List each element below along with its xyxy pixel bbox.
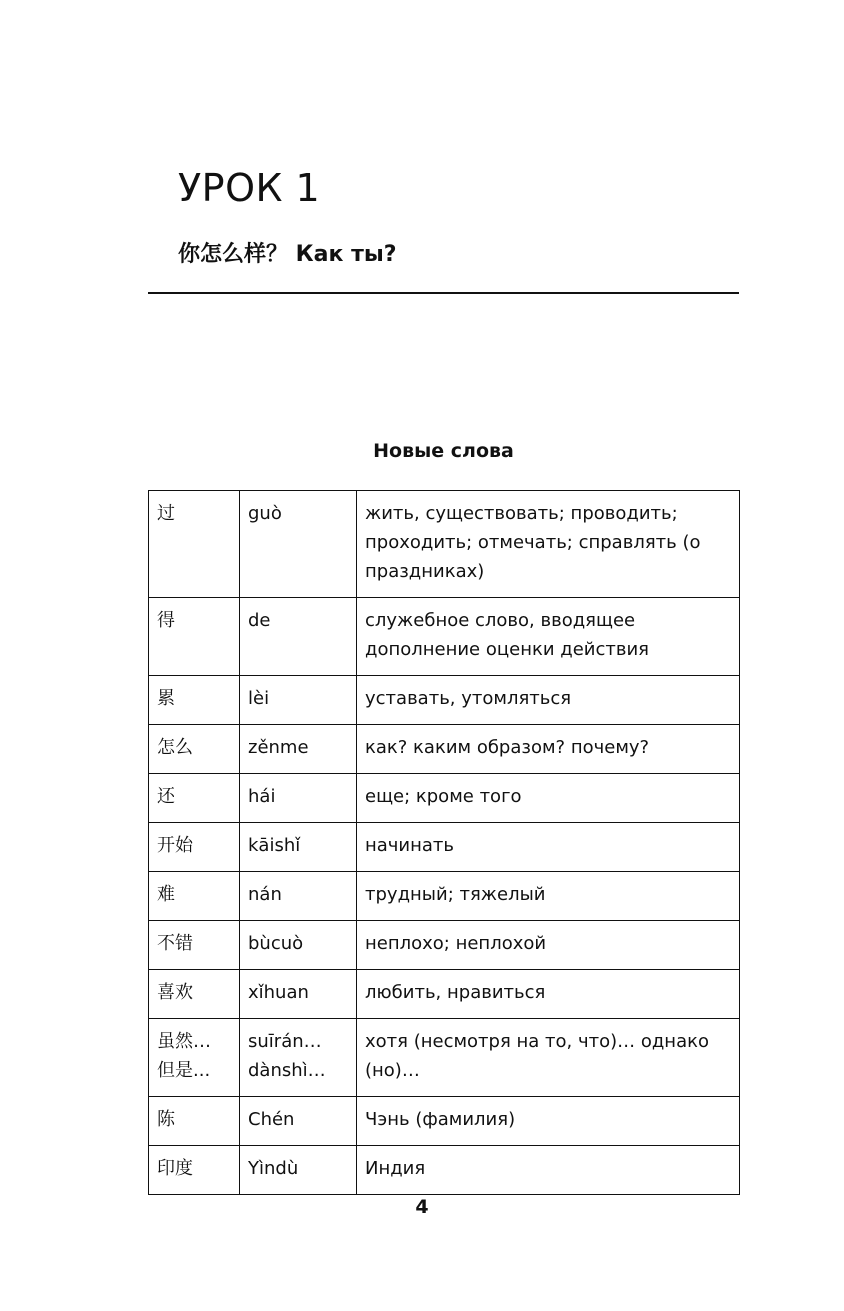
hanzi-cell: 陈	[149, 1097, 240, 1146]
table-row	[149, 1097, 740, 1146]
meaning-cell: Индия	[357, 1146, 740, 1195]
table-row	[149, 872, 740, 921]
pinyin-cell: kāishǐ	[240, 823, 357, 872]
table-row	[149, 921, 740, 970]
lesson-title: УРОК 1	[178, 166, 321, 210]
meaning-cell: еще; кроме того	[357, 774, 740, 823]
meaning-cell: начинать	[357, 823, 740, 872]
pinyin-cell: lèi	[240, 676, 357, 725]
hanzi-cell: 开始	[149, 823, 240, 872]
hanzi-cell: 累	[149, 676, 240, 725]
hanzi-cell: 难	[149, 872, 240, 921]
pinyin-cell: bùcuò	[240, 921, 357, 970]
pinyin-cell: suīrán… dànshì…	[240, 1019, 357, 1097]
header-divider	[148, 292, 739, 294]
table-row	[149, 1146, 740, 1195]
hanzi-cell: 得	[149, 598, 240, 676]
lesson-subtitle: 你怎么样？ Как ты?	[178, 242, 397, 267]
table-row	[149, 676, 740, 725]
page-number: 4	[415, 1196, 429, 1218]
meaning-cell: уставать, утомляться	[357, 676, 740, 725]
table-row	[149, 725, 740, 774]
table-row	[149, 774, 740, 823]
table-row	[149, 823, 740, 872]
pinyin-cell: xǐhuan	[240, 970, 357, 1019]
meaning-cell: жить, существовать; проводить; проходить; отмечать; справлять (о праздниках)	[357, 491, 740, 598]
pinyin-cell: nán	[240, 872, 357, 921]
hanzi-cell: 印度	[149, 1146, 240, 1195]
meaning-cell: любить, нравиться	[357, 970, 740, 1019]
hanzi-cell: 虽然… 但是...	[149, 1019, 240, 1097]
pinyin-cell: hái	[240, 774, 357, 823]
table-row	[149, 970, 740, 1019]
pinyin-cell: de	[240, 598, 357, 676]
hanzi-cell: 过	[149, 491, 240, 598]
table-row	[149, 1019, 740, 1097]
pinyin-cell: zěnme	[240, 725, 357, 774]
table-row	[149, 598, 740, 676]
meaning-cell: хотя (несмотря на то, что)… однако (но)…	[357, 1019, 740, 1097]
pinyin-cell: guò	[240, 491, 357, 598]
meaning-cell: Чэнь (фамилия)	[357, 1097, 740, 1146]
table-row	[149, 491, 740, 598]
section-heading: Новые слова	[373, 440, 514, 462]
meaning-cell: как? каким образом? почему?	[357, 725, 740, 774]
vocabulary-table	[148, 490, 740, 1195]
hanzi-cell: 还	[149, 774, 240, 823]
hanzi-cell: 喜欢	[149, 970, 240, 1019]
pinyin-cell: Yìndù	[240, 1146, 357, 1195]
meaning-cell: неплохо; неплохой	[357, 921, 740, 970]
pinyin-cell: Chén	[240, 1097, 357, 1146]
hanzi-cell: 怎么	[149, 725, 240, 774]
meaning-cell: служебное слово, вводящее дополнение оценки действия	[357, 598, 740, 676]
hanzi-cell: 不错	[149, 921, 240, 970]
meaning-cell: трудный; тяжелый	[357, 872, 740, 921]
